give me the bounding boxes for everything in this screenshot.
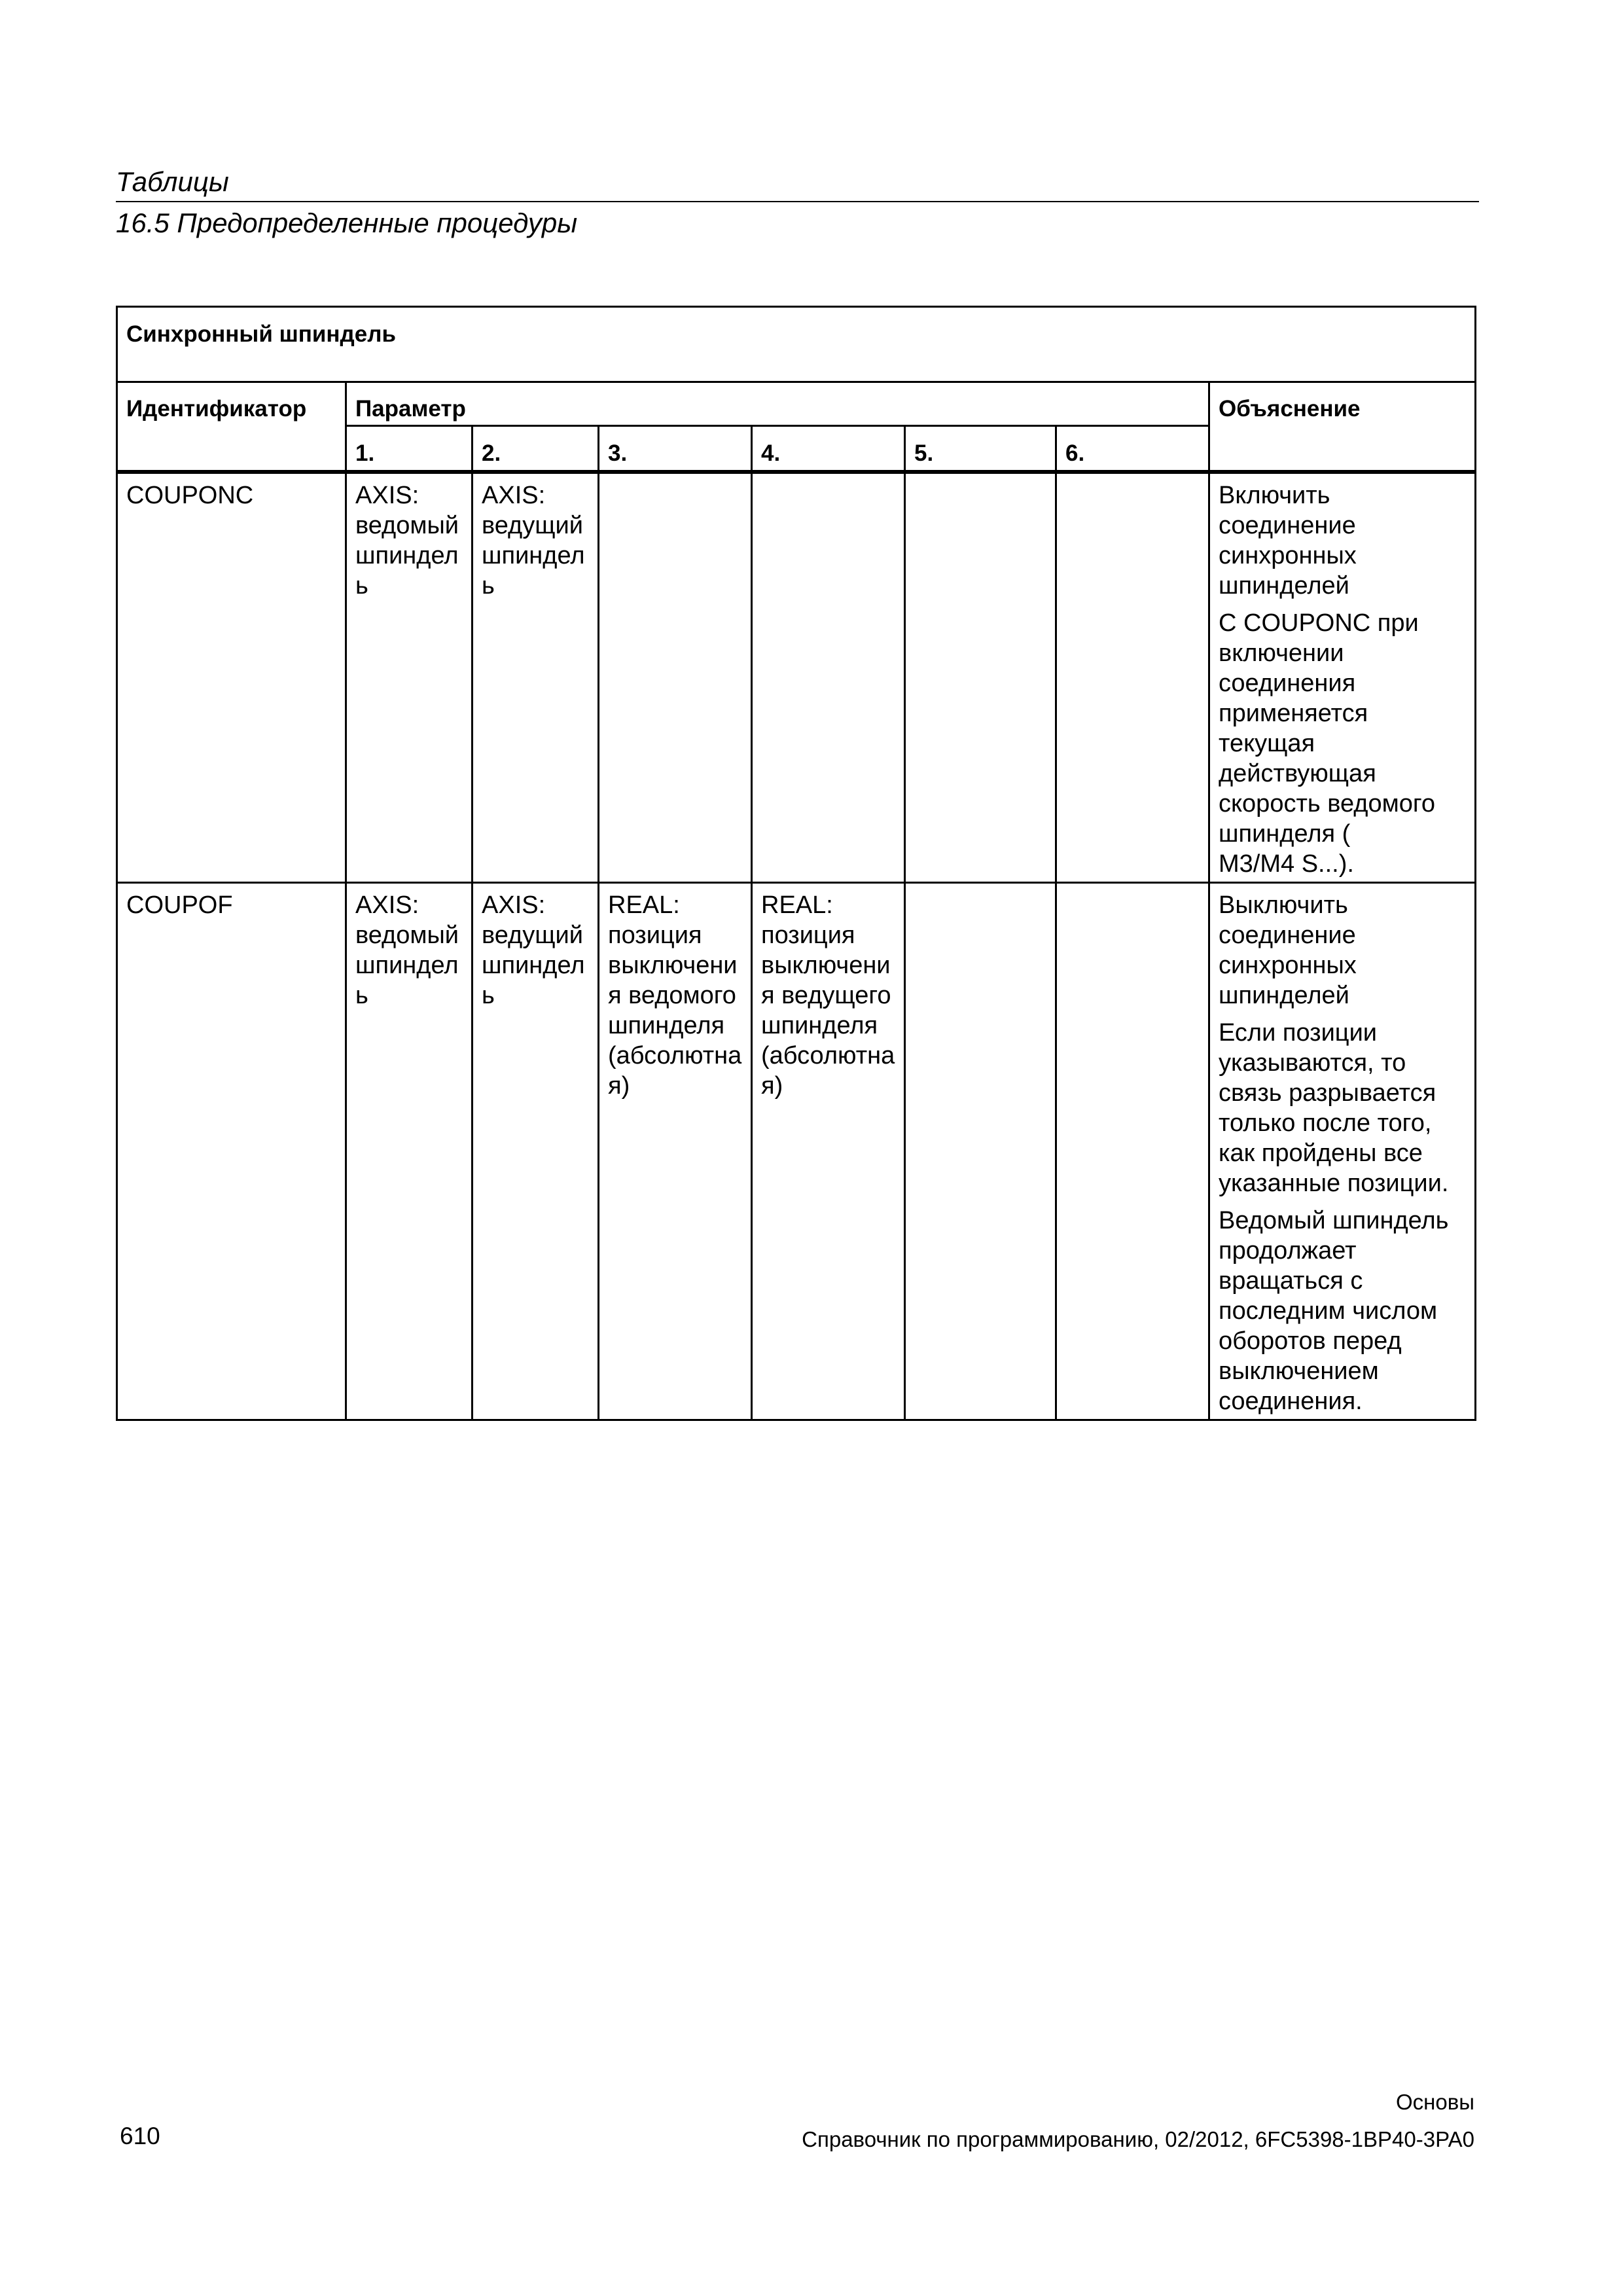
explanation-paragraph: Если позиции указываются, то связь разрывается только после того, как пройдены все указанные позиции. bbox=[1219, 1018, 1449, 1197]
param-cell-4 bbox=[752, 472, 905, 883]
param-number-1: 1. bbox=[346, 426, 473, 472]
param-cell-6 bbox=[1056, 472, 1209, 883]
param-cell-2: AXIS: ведущий шпиндель bbox=[473, 882, 599, 1420]
param-cell-2: AXIS: ведущий шпиндель bbox=[473, 472, 599, 883]
explanation-paragraph: С COUPONC при включении соединения применяется текущая действующая скорость ведомого шпинделя ( M3/M4 S...). bbox=[1219, 609, 1435, 878]
footer-publication: Справочник по программированию, 02/2012, 6FC5398-1BP40-3PA0 bbox=[802, 2127, 1474, 2151]
page-number: 610 bbox=[120, 2123, 160, 2149]
param-cell-3 bbox=[599, 472, 752, 883]
table-title-row bbox=[117, 307, 1476, 382]
explanation-paragraph: Ведомый шпиндель продолжает вращаться с последним числом оборотов перед выключением соединения. bbox=[1219, 1206, 1449, 1415]
running-header-section: 16.5 Предопределенные процедуры bbox=[116, 207, 578, 238]
table-header-row bbox=[117, 382, 1476, 426]
footer-book-title: Основы bbox=[1396, 2090, 1474, 2114]
explanation-paragraph: Выключить соединение синхронных шпинделей bbox=[1219, 891, 1357, 1009]
param-number-4: 4. bbox=[752, 426, 905, 472]
param-cell-5 bbox=[905, 472, 1056, 883]
column-header-identifier: Идентификатор bbox=[117, 382, 346, 472]
param-number-6: 6. bbox=[1056, 426, 1209, 472]
param-cell-1: AXIS: ведомый шпиндель bbox=[346, 882, 473, 1420]
param-cell-1: AXIS: ведомый шпиндель bbox=[346, 472, 473, 883]
header-rule bbox=[116, 201, 1479, 202]
param-number-3: 3. bbox=[599, 426, 752, 472]
table-row bbox=[117, 472, 1476, 883]
identifier-cell: COUPONC bbox=[117, 472, 346, 883]
table-title: Синхронный шпиндель bbox=[117, 307, 1476, 382]
param-cell-4: REAL: позиция выключения ведущего шпинделя (абсолютная) bbox=[752, 882, 905, 1420]
column-header-explanation: Объяснение bbox=[1209, 382, 1476, 472]
identifier-cell: COUPOF bbox=[117, 882, 346, 1420]
param-cell-5 bbox=[905, 882, 1056, 1420]
table-row bbox=[117, 882, 1476, 1420]
explanation-cell bbox=[1209, 882, 1476, 1420]
param-cell-3: REAL: позиция выключения ведомого шпинделя (абсолютная) bbox=[599, 882, 752, 1420]
param-number-2: 2. bbox=[473, 426, 599, 472]
param-number-5: 5. bbox=[905, 426, 1056, 472]
param-cell-6 bbox=[1056, 882, 1209, 1420]
running-header-chapter: Таблицы bbox=[116, 166, 229, 197]
column-header-parameter: Параметр bbox=[346, 382, 1209, 426]
explanation-paragraph: Включить соединение синхронных шпинделей bbox=[1219, 481, 1357, 600]
explanation-cell bbox=[1209, 472, 1476, 883]
synchronous-spindle-table bbox=[116, 306, 1476, 1421]
